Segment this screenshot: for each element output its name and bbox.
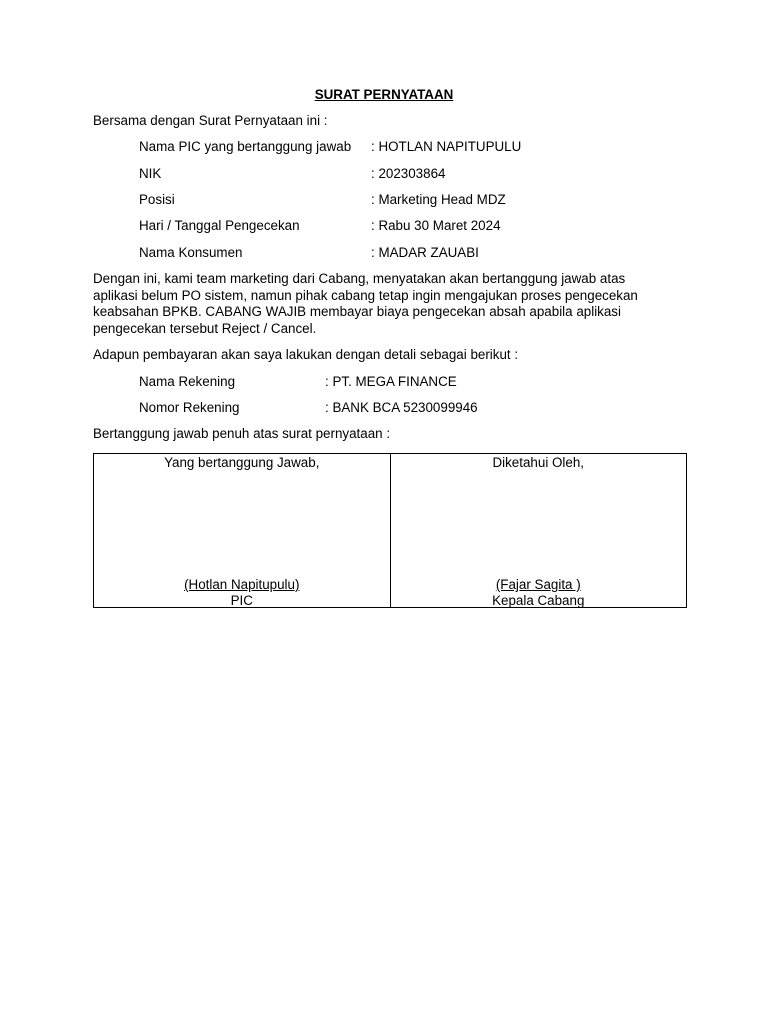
payment-intro-text: Adapun pembayaran akan saya lakukan dengan detali sebagai berikut :: [93, 347, 519, 362]
intro-text: Bersama dengan Surat Pernyataan ini :: [93, 113, 328, 128]
field-value-nik: : 202303864: [371, 166, 446, 181]
statement-line: pengecekan tersebut Reject / Cancel.: [93, 320, 317, 336]
field-label-pic: Nama PIC yang bertanggung jawab: [139, 139, 352, 154]
document-title: SURAT PERNYATAAN: [314, 87, 454, 102]
statement-line: keabsahan BPKB. CABANG WAJIB membayar biaya pengecekan absah apabila aplikasi: [93, 304, 621, 319]
field-label-konsumen: Nama Konsumen: [139, 245, 243, 260]
signature-role-left: PIC: [230, 593, 253, 608]
signature-heading-right: Diketahui Oleh,: [492, 455, 585, 470]
signature-table: [93, 453, 687, 608]
statement-paragraph: [93, 271, 693, 337]
field-label-nik: NIK: [139, 166, 162, 181]
field-value-posisi: : Marketing Head MDZ: [371, 192, 506, 207]
statement-line: aplikasi belum PO sistem, namun pihak cabang tetap ingin mengajukan proses pengecekan: [93, 287, 638, 303]
signature-role-right: Kepala Cabang: [492, 593, 585, 608]
field-value-konsumen: : MADAR ZAUABI: [371, 245, 479, 260]
signature-heading-left: Yang bertanggung Jawab,: [164, 455, 320, 470]
payment-value-nomor-rekening: : BANK BCA 5230099946: [325, 400, 478, 415]
payment-label-nomor-rekening: Nomor Rekening: [139, 400, 240, 415]
signature-cell-left: [94, 454, 391, 608]
statement-line: Dengan ini, kami team marketing dari Cabang, menyatakan akan bertanggung jawab atas: [93, 271, 626, 286]
closing-text: Bertanggung jawab penuh atas surat pernyataan :: [93, 426, 391, 441]
field-value-tanggal: : Rabu 30 Maret 2024: [371, 218, 501, 233]
field-label-tanggal: Hari / Tanggal Pengecekan: [139, 218, 300, 233]
signature-cell-right: [390, 454, 687, 608]
field-label-posisi: Posisi: [139, 192, 175, 207]
payment-value-nama-rekening: : PT. MEGA FINANCE: [325, 374, 457, 389]
signature-name-right: (Fajar Sagita ): [495, 577, 581, 592]
field-value-pic: : HOTLAN NAPITUPULU: [371, 139, 522, 154]
signature-name-left: (Hotlan Napitupulu): [184, 577, 300, 592]
payment-label-nama-rekening: Nama Rekening: [139, 374, 236, 389]
